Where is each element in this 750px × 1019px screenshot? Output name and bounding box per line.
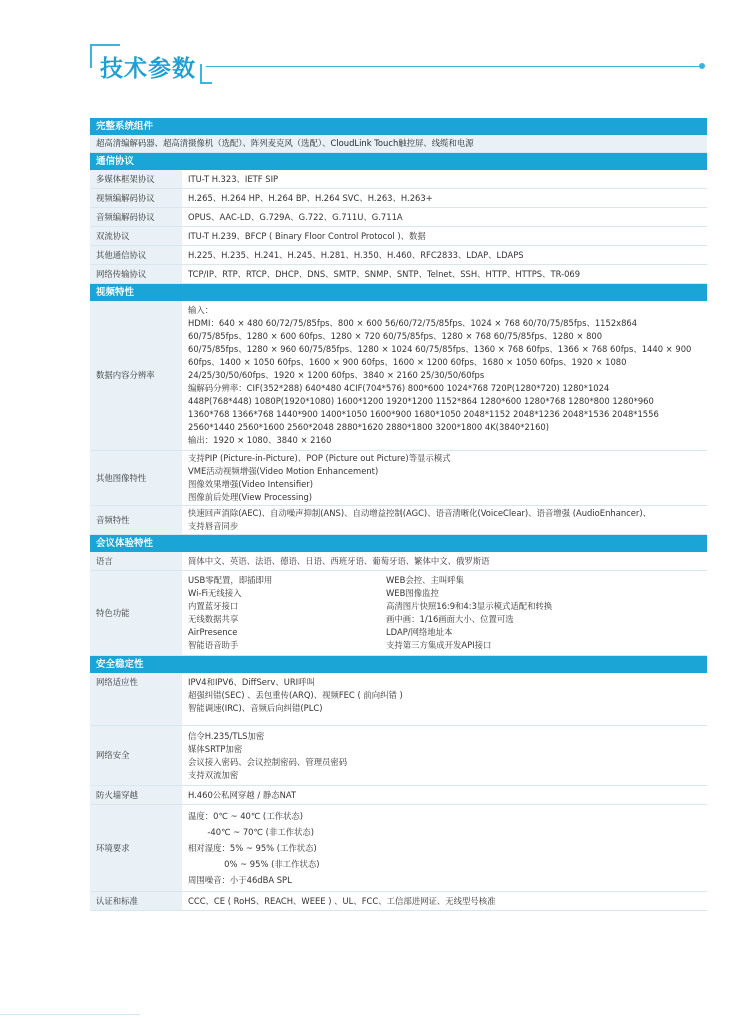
row-label: 语言 xyxy=(90,552,182,571)
row-label: 认证和标准 xyxy=(90,892,182,911)
page-title: 技术参数 xyxy=(100,56,196,82)
title-decoration xyxy=(0,0,750,100)
row-label: 网络安全 xyxy=(90,726,182,786)
feature-item: 支持第三方集成开发API接口 xyxy=(386,640,492,650)
network-adapt-line: 超强纠错(SEC) 、丢包重传(ARQ)、视频FEC ( 前向纠错 ) xyxy=(188,690,403,700)
resolution-line: 1360*768 1366*768 1440*900 1400*1050 1600*900 1680*1050 2048*1152 2048*1236 2048*1536 2048*1556 xyxy=(188,409,659,419)
table-row-audio xyxy=(90,506,707,535)
table-row xyxy=(90,227,707,246)
row-value: OPUS、AAC-LD、G.729A、G.722、G.711U、G.711A xyxy=(182,208,707,227)
table-row-language xyxy=(90,552,707,571)
row-label: 数据内容分辨率 xyxy=(90,301,182,451)
resolution-line: HDMI：640 × 480 60/72/75/85fps、800 × 600 56/60/72/75/85fps、1024 × 768 60/70/75/85fps、1152x864 xyxy=(188,318,638,328)
environment-line: -40℃ ~ 70℃ (非工作状态) xyxy=(188,827,314,837)
feature-item: 智能语音助手 xyxy=(188,640,239,650)
row-value: H.225、H.235、H.241、H.245、H.281、H.350、H.460、RFC2833、LDAP、LDAPS xyxy=(182,246,707,265)
environment-line: 周围噪音：小于46dBA SPL xyxy=(188,875,292,885)
table-row xyxy=(90,208,707,227)
audio-feature-line: 快速回声消除(AEC)、自动噪声抑制(ANS)、自动增益控制(AGC)、语音清晰化(VoiceClear)、语音增强 (AudioEnhancer)、 xyxy=(188,508,651,518)
complete-components-row xyxy=(90,135,707,153)
audio-feature-line: 支持唇音同步 xyxy=(188,521,239,531)
row-label: 网络适应性 xyxy=(90,673,182,726)
row-value: 简体中文、英语、法语、德语、日语、西班牙语、葡萄牙语、繁体中文、俄罗斯语 xyxy=(182,552,707,571)
network-adapt-line: IPV4和IPV6、DiffServ、URI呼叫 xyxy=(188,677,315,687)
resolution-line: 输入： xyxy=(188,305,214,315)
image-feature-line: 支持PIP (Picture-in-Picture)、POP (Picture out Picture)等显示模式 xyxy=(188,453,451,463)
table-row-environment xyxy=(90,805,707,892)
environment-line: 温度：0℃ ~ 40℃ (工作状态) xyxy=(188,811,303,821)
feature-item: WEB会控、主叫呼集 xyxy=(386,575,464,585)
table-row-resolution xyxy=(90,301,707,451)
image-feature-line: 图像前后处理(View Processing) xyxy=(188,492,313,502)
spec-table xyxy=(90,118,707,911)
resolution-line: 24/25/30/50/60fps、1920 × 1200 60fps、3840 × 2160 25/30/50/60fps xyxy=(188,370,485,380)
network-security-line: 会议接入密码、会议控制密码、管理员密码 xyxy=(188,757,348,767)
feature-item: WEB图像监控 xyxy=(386,588,439,598)
row-value: ITU-T H.239、BFCP ( Binary Floor Control Protocol )、数据 xyxy=(182,227,707,246)
row-label: 多媒体框架协议 xyxy=(90,170,182,189)
footer-divider xyxy=(0,1014,140,1015)
table-row-certification xyxy=(90,892,707,911)
image-feature-line: VME活动视频增强(Video Motion Enhancement) xyxy=(188,466,379,476)
section-header-security: 安全稳定性 xyxy=(90,656,707,674)
section-header-complete: 完整系统组件 xyxy=(90,118,707,135)
table-row xyxy=(90,246,707,265)
feature-item: 无线数据共享 xyxy=(188,614,239,624)
row-value: H.460公私网穿越 / 静态NAT xyxy=(182,786,707,805)
feature-item: 内置蓝牙接口 xyxy=(188,601,239,611)
row-value xyxy=(182,726,707,786)
complete-components-text: 超高清编解码器、超高清摄像机（选配）、阵列麦克风（选配）、CloudLink Touch触控屏、线缆和电源 xyxy=(90,135,707,153)
row-value xyxy=(182,673,707,726)
row-label: 特色功能 xyxy=(90,571,182,656)
table-row-features xyxy=(90,571,707,656)
row-value xyxy=(182,805,707,892)
row-value xyxy=(182,451,707,506)
section-header-conf: 会议体验特性 xyxy=(90,535,707,553)
row-value xyxy=(182,506,707,535)
network-adapt-line: 智能调速(IRC)、音频后向纠错(PLC) xyxy=(188,703,323,713)
table-row-network-security xyxy=(90,726,707,786)
feature-item: AirPresence xyxy=(188,627,238,637)
row-label: 音频特性 xyxy=(90,506,182,535)
table-row-firewall xyxy=(90,786,707,805)
row-label: 网络传输协议 xyxy=(90,265,182,284)
table-row xyxy=(90,265,707,284)
row-label: 防火墙穿越 xyxy=(90,786,182,805)
row-label: 双流协议 xyxy=(90,227,182,246)
network-security-line: 信令H.235/TLS加密 xyxy=(188,731,265,741)
feature-item: Wi-Fi无线接入 xyxy=(188,588,242,598)
table-row xyxy=(90,189,707,208)
feature-item: 画中画：1/16画面大小、位置可选 xyxy=(386,614,514,624)
row-value: CCC、CE ( RoHS、REACH、WEEE ) 、UL、FCC、工信部进网证、无线型号核准 xyxy=(182,892,707,911)
environment-line: 0% ~ 95% (非工作状态) xyxy=(188,859,320,869)
section-header-video: 视频特性 xyxy=(90,284,707,302)
row-label: 视频编解码协议 xyxy=(90,189,182,208)
network-security-line: 支持双流加密 xyxy=(188,770,239,780)
resolution-line: 60/75/85fps、1280 × 960 60/75/85fps、1280 × 1024 60/75/85fps、1360 × 768 60fps、1366 × 768 60fps、1440 × 900 xyxy=(188,344,692,354)
table-row-other-image xyxy=(90,451,707,506)
resolution-line: 60fps、1400 × 1050 60fps、1600 × 900 60fps、1600 × 1200 60fps、1680 × 1050 60fps、1920 × 1080 xyxy=(188,357,627,367)
environment-line: 相对湿度：5% ~ 95% (工作状态) xyxy=(188,843,317,853)
row-value: H.265、H.264 HP、H.264 BP、H.264 SVC、H.263、H.263+ xyxy=(182,189,707,208)
feature-item: 高清图片快照16:9和4:3显示模式适配和转换 xyxy=(386,601,553,611)
resolution-line: 输出：1920 × 1080、3840 × 2160 xyxy=(188,435,332,445)
row-label: 其他通信协议 xyxy=(90,246,182,265)
row-value xyxy=(182,301,707,451)
resolution-line: 60/75/85fps、1280 × 600 60fps、1280 × 720 60/75/85fps、1280 × 768 60/75/85fps、1280 × 800 xyxy=(188,331,603,341)
row-value: ITU-T H.323、IETF SIP xyxy=(182,170,707,189)
resolution-line: 448P(768*448) 1080P(1920*1080) 1600*1200 1920*1200 1152*864 1280*600 1280*768 1280*800 1280*960 xyxy=(188,396,654,406)
image-feature-line: 图像效果增强(Video Intensifier) xyxy=(188,479,313,489)
row-label: 音频编解码协议 xyxy=(90,208,182,227)
resolution-line: 编解码分辨率：CIF(352*288) 640*480 4CIF(704*576) 800*600 1024*768 720P(1280*720) 1280*1024 xyxy=(188,383,610,393)
row-value xyxy=(182,571,707,656)
table-row-network-adapt xyxy=(90,673,707,726)
row-label: 环境要求 xyxy=(90,805,182,892)
feature-item: USB零配置，即插即用 xyxy=(188,575,273,585)
resolution-line: 2560*1440 2560*1600 2560*2048 2880*1620 2880*1800 3200*1800 4K(3840*2160) xyxy=(188,422,550,432)
network-security-line: 媒体SRTP加密 xyxy=(188,744,243,754)
row-label: 其他图像特性 xyxy=(90,451,182,506)
row-value: TCP/IP、RTP、RTCP、DHCP、DNS、SMTP、SNMP、SNTP、Telnet、SSH、HTTP、HTTPS、TR-069 xyxy=(182,265,707,284)
feature-item: LDAP/网络地址本 xyxy=(386,627,453,637)
table-row xyxy=(90,170,707,189)
section-header-comm: 通信协议 xyxy=(90,153,707,171)
